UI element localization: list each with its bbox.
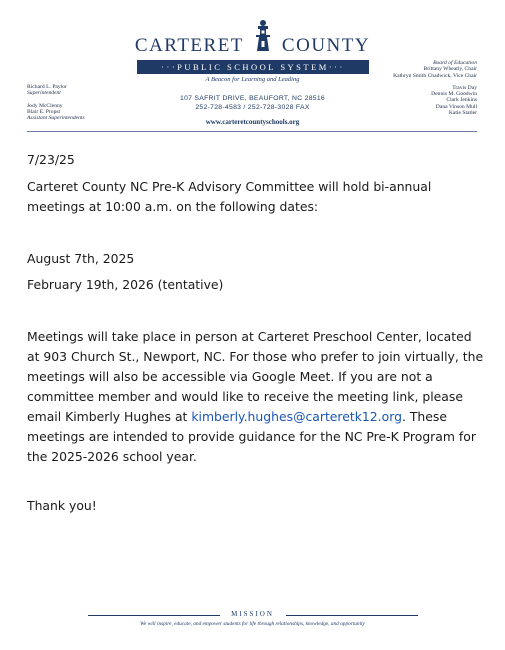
details-text-1: Meetings will take place in person at Carteret Preschool Center, located at 903 Church St., Newport, NC. For those who prefer to join virtually, the meetings will also be accessible via Google Meet. If you are not a committee member and would like to receive the meeting link, please email Kimberly Hughes at <box>27 329 484 424</box>
system-banner: ···PUBLIC SCHOOL SYSTEM··· <box>137 60 369 74</box>
superintendent-title: Superintendent <box>27 90 61 97</box>
meeting-date-1: August 7th, 2025 <box>27 251 135 266</box>
board-member: Clark Jenkins <box>446 97 477 104</box>
intro-paragraph: Carteret County NC Pre-K Advisory Committee will hold bi-annual meetings at 10:00 a.m. on the following dates: <box>27 179 432 214</box>
org-name-left: CARTERET <box>134 35 244 56</box>
meeting-date-2: February 19th, 2026 (tentative) <box>27 277 224 292</box>
assistant-superintendent-2: Blair E. Propst <box>27 108 61 115</box>
letterhead <box>0 0 505 135</box>
administration-list <box>27 84 85 121</box>
board-chair: Brittany Wheatly, Chair <box>423 66 477 73</box>
board-of-education-list <box>393 60 477 116</box>
board-member: Katie Statler <box>448 110 477 117</box>
letter-date: 7/23/25 <box>27 152 75 167</box>
board-member: Dennis M. Goodwin <box>431 91 477 98</box>
mission-label: MISSION <box>231 610 274 618</box>
details-text-2: . These meetings are intended to provide guidance for the NC Pre-K Program for the 2025-2026 school year. <box>27 409 476 464</box>
board-vice-chair: Kathryn Smith Chadwick, Vice Chair <box>393 72 477 79</box>
footer <box>0 607 505 637</box>
org-name-right: COUNTY <box>281 35 371 56</box>
header-divider <box>27 131 477 132</box>
board-member: Travis Day <box>452 84 477 91</box>
board-member: Dana Vinson Mull <box>435 103 477 110</box>
assistant-superintendent-1: Jody McClenny <box>27 102 63 109</box>
org-name <box>0 35 505 57</box>
mission-divider-right <box>286 615 418 616</box>
website-link[interactable]: www.carteretcountyschools.org <box>205 118 300 126</box>
address: 107 SAFRIT DRIVE, BEAUFORT, NC 28516 <box>179 95 326 102</box>
superintendent-name: Richard L. Paylor <box>27 84 67 90</box>
email-link[interactable]: kimberly.hughes@carteretk12.org <box>191 409 402 424</box>
mission-statement: We will inspire, educate, and empower students for life through relationships, knowledge, and opportunity <box>140 621 365 627</box>
tagline: A Beacon for Learning and Leading <box>205 76 300 83</box>
board-heading: Board of Education <box>433 60 477 66</box>
phone-fax: 252-728-4583 / 252-728-3028 FAX <box>195 104 310 111</box>
closing: Thank you! <box>27 498 97 513</box>
assistant-superintendent-title: Assistant Superintendents <box>27 115 85 122</box>
details-paragraph <box>27 327 487 467</box>
